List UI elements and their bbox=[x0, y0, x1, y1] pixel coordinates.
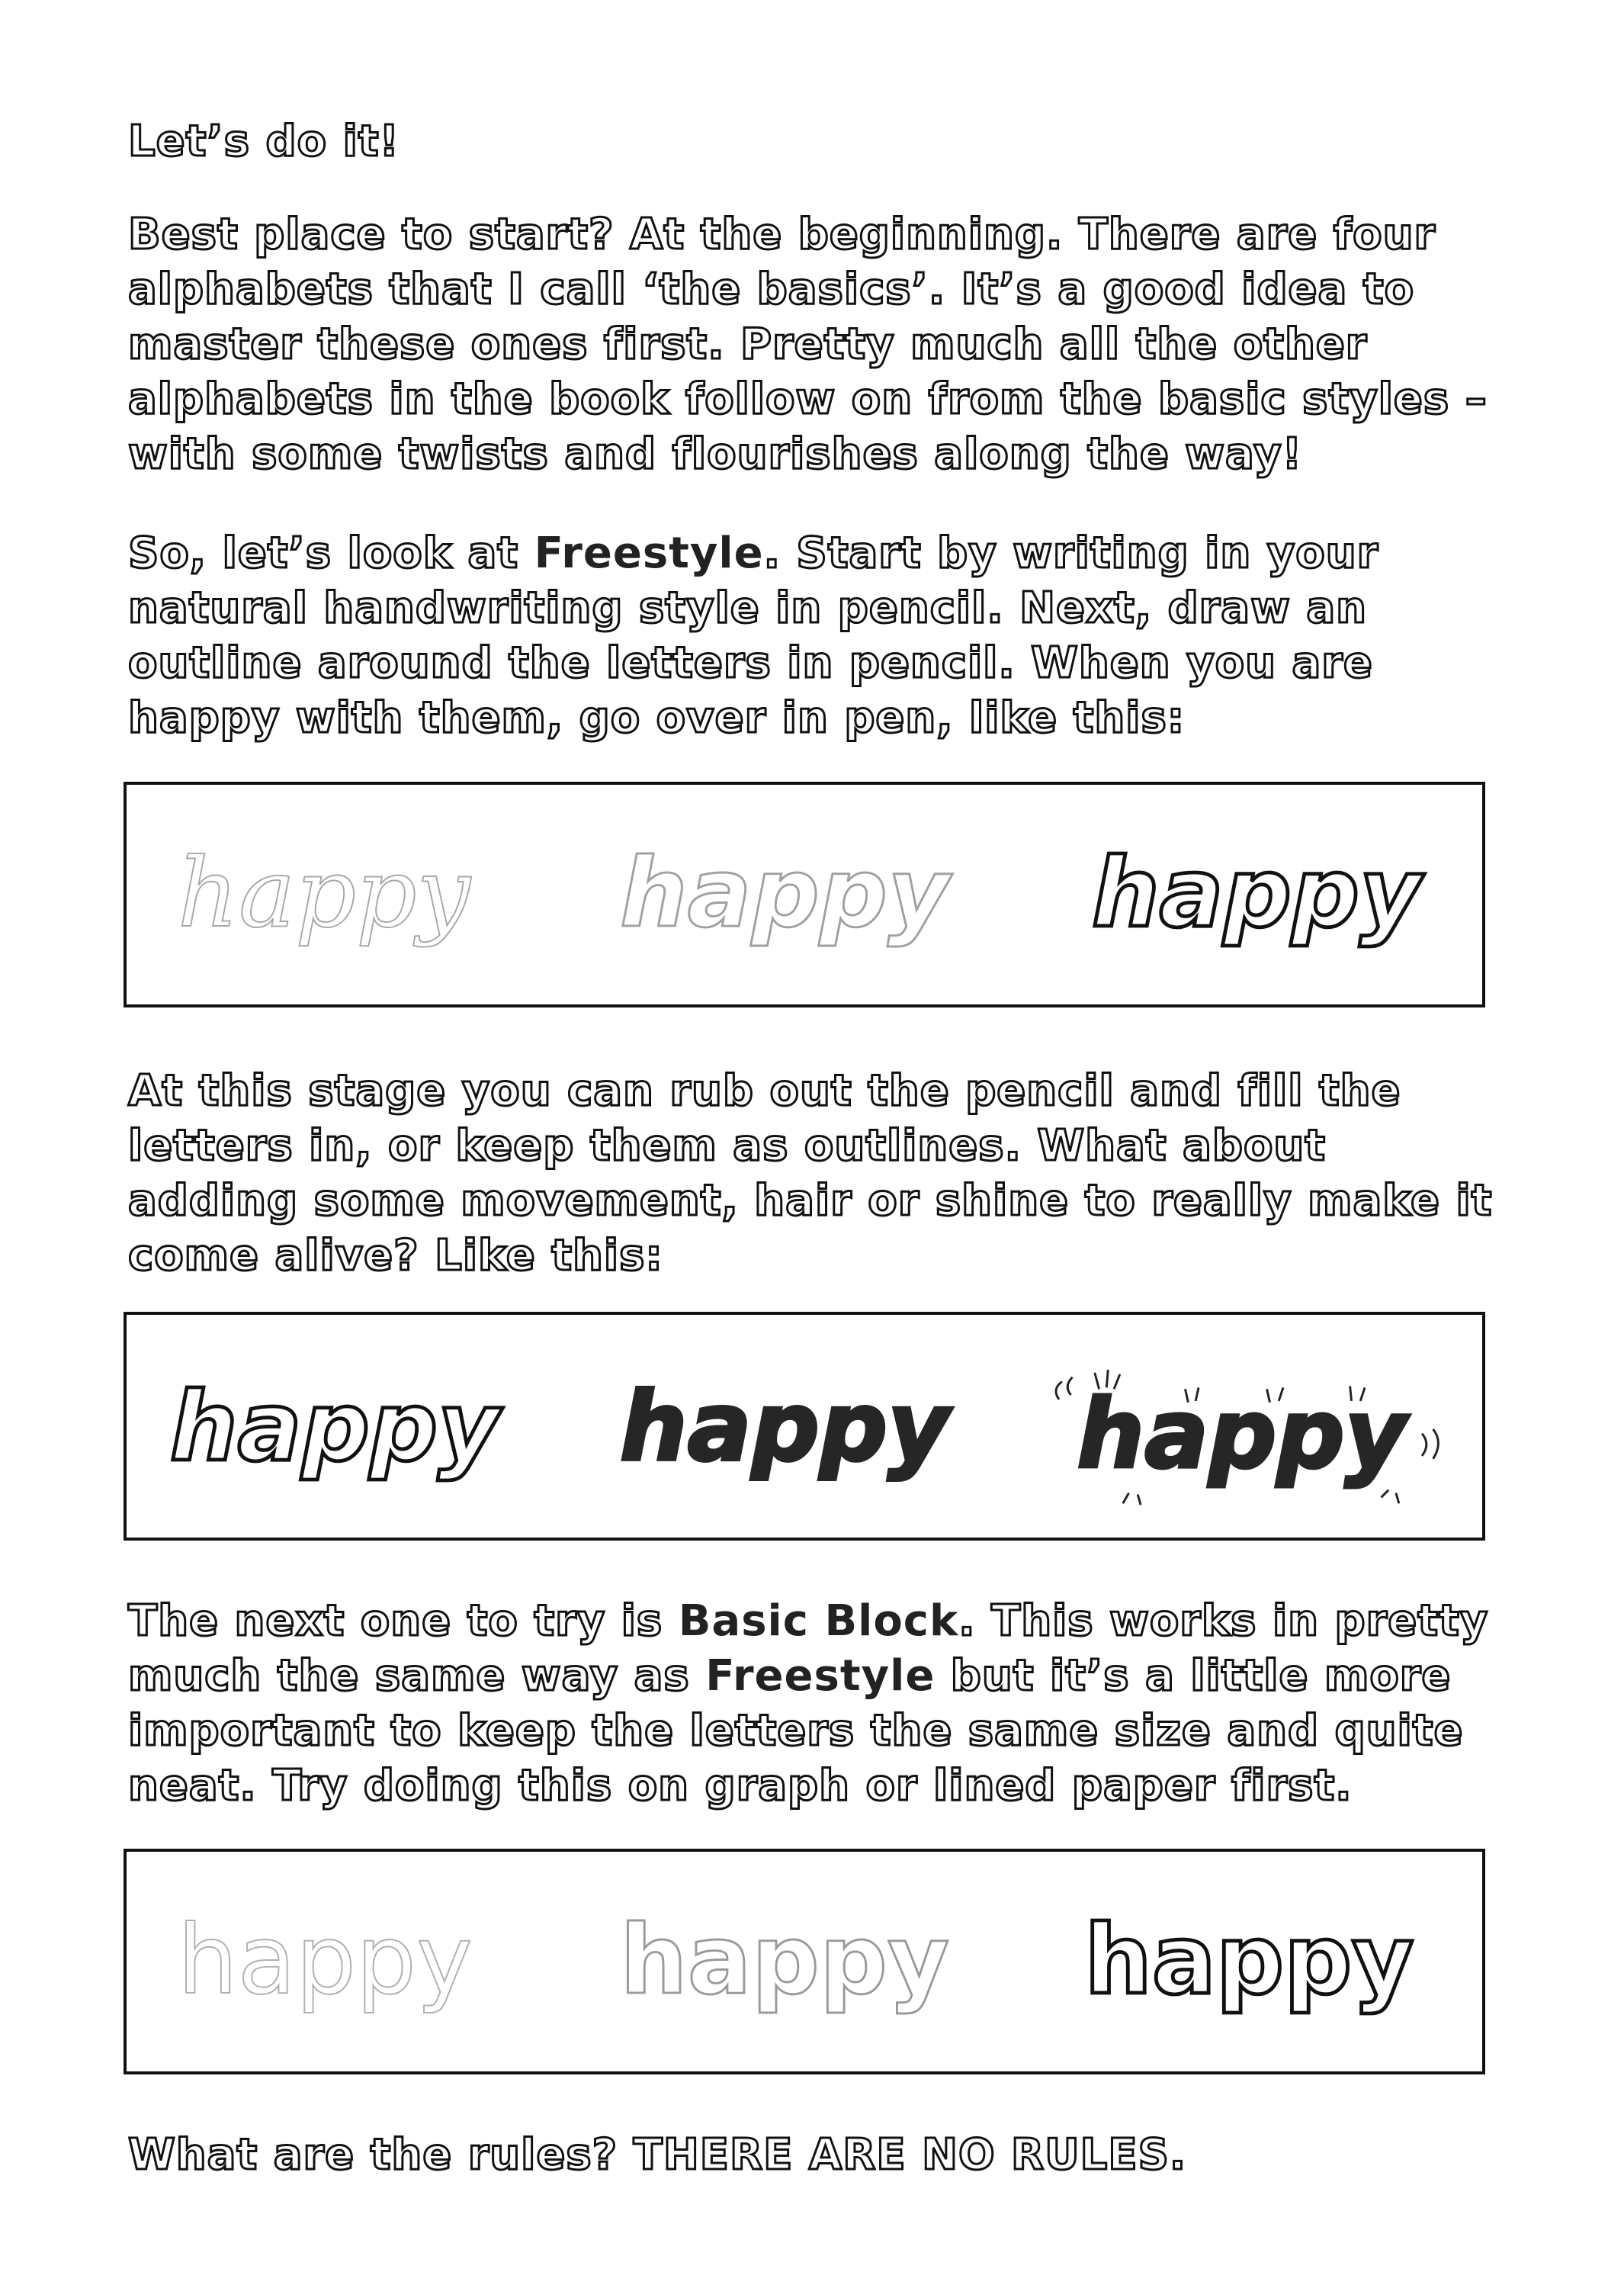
filled-finish-word: happy bbox=[619, 1371, 950, 1483]
pencil-outline-example bbox=[599, 785, 1026, 1004]
pen-outline-word: happy bbox=[1091, 837, 1422, 949]
pencil-handwriting-example bbox=[149, 785, 576, 1004]
outline-finish-word: happy bbox=[169, 1371, 500, 1483]
freestyle-instructions-text: . Start by writing in your natural handwriting style in pencil. Next, draw an outline around the letters in pencil. When you are happy with them, go over in pen, like this: bbox=[128, 529, 1379, 743]
intro-paragraph: Best place to start? At the beginning. There are four alphabets that I call ‘the basics’. It’s a good idea to master these ones first. Pretty much all the other alphabets in the book follow on from the basic styles – with some twists and flourishes along the way! bbox=[128, 210, 1488, 479]
pencil-outline-word: happy bbox=[620, 837, 950, 949]
block-pencil-outline-example bbox=[599, 1852, 1026, 2071]
hairy-finish-example bbox=[1041, 1315, 1468, 1538]
block-pencil-word: happy bbox=[177, 1904, 473, 2016]
freestyle-finish-example bbox=[124, 1312, 1485, 1541]
block-pen-outline-example bbox=[1041, 1852, 1468, 2071]
freestyle-steps-example bbox=[124, 782, 1485, 1007]
pencil-word: happy bbox=[177, 837, 471, 949]
freestyle-style-name: Freestyle bbox=[534, 529, 764, 578]
fill-paragraph: At this stage you can rub out the pencil and fill the letters in, or keep them as outlines. What about adding some movement, hair or shine to really make it come alive? Like this: bbox=[128, 1066, 1493, 1281]
freestyle-intro-text: So, let’s look at bbox=[128, 529, 534, 578]
basic-block-instructions-text: but it’s a little more important to keep the letters the same size and quite neat. Try doing this on graph or lined paper first. bbox=[128, 1651, 1464, 1811]
block-pencil-outline-word: happy bbox=[620, 1904, 950, 2016]
block-pencil-example bbox=[149, 1852, 576, 2071]
closing-line bbox=[128, 2128, 1500, 2183]
basic-block-steps-example bbox=[124, 1849, 1485, 2074]
basic-block-style-name: Basic Block bbox=[678, 1596, 959, 1646]
hairy-finish-word: happy bbox=[1077, 1379, 1407, 1490]
block-pen-outline-word: happy bbox=[1084, 1904, 1414, 2016]
basic-block-middle-text: . This works in pretty much the same way as bbox=[128, 1596, 1489, 1701]
freestyle-reference-name: Freestyle bbox=[705, 1651, 936, 1701]
closing-question: What are the rules? bbox=[128, 2130, 634, 2180]
closing-answer: THERE ARE NO RULES. bbox=[633, 2130, 1187, 2180]
basic-block-paragraph bbox=[128, 1594, 1500, 1814]
basic-block-intro-text: The next one to try is bbox=[128, 1596, 679, 1646]
filled-finish-example bbox=[599, 1315, 1026, 1538]
outline-finish-example bbox=[149, 1315, 576, 1538]
page-heading: Let’s do it! bbox=[128, 117, 400, 166]
pen-outline-example bbox=[1041, 785, 1468, 1004]
freestyle-paragraph bbox=[128, 526, 1500, 746]
